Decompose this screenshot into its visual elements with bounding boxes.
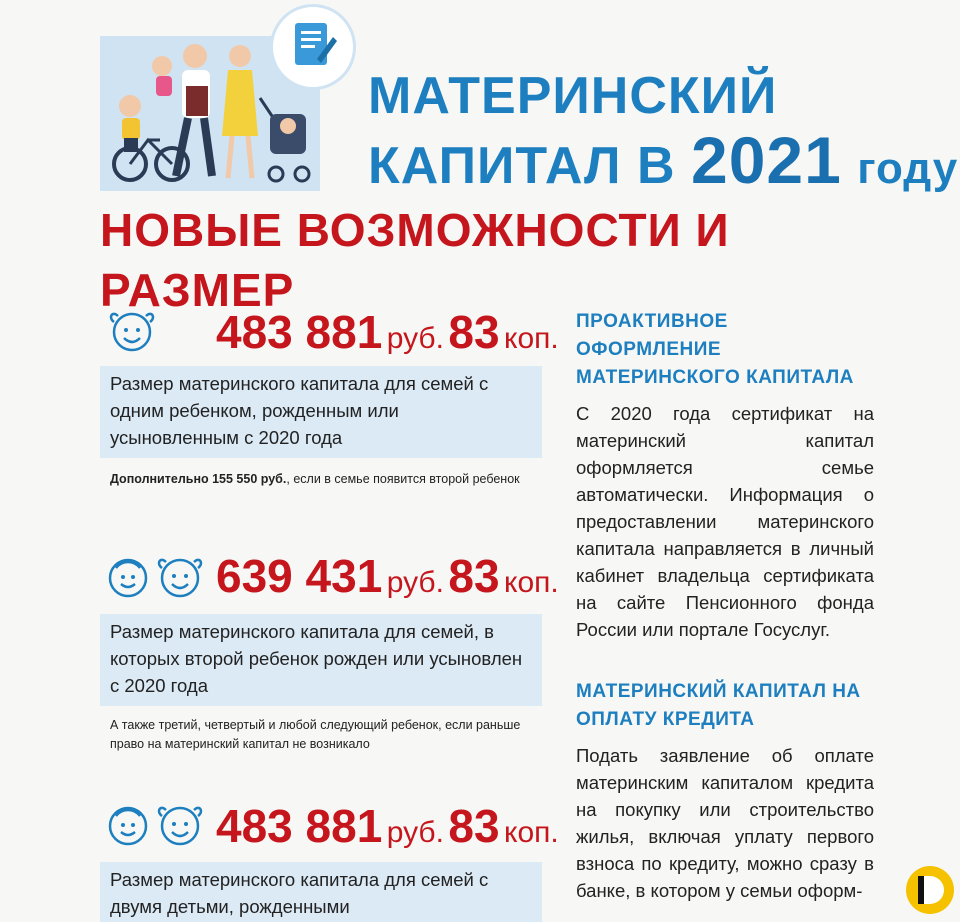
title-line-1: МАТЕРИНСКИЙ [368, 67, 778, 125]
amount-second-child [216, 546, 559, 606]
note [110, 470, 540, 489]
section-body-proactive: С 2020 года сертификат на материнский капитал оформляется семье автоматически. Информация о предоставлении материнского капитала направляется в личный кабинет владельца сертификата на сайте Пенсионного фонда России или портале Госуслуг. [576, 403, 874, 640]
section-body-credit: Подать заявление об оплате материнским капиталом кредита на покупку или строительство жилья, включая уплату первого взноса по кредиту, можно сразу в банке, в котором у семьи оформ- [576, 745, 874, 901]
description-box: Размер материнского капитала для семей, в которых второй ребенок рожден или усыновлен с 2020 года [100, 614, 542, 706]
amount-kop-unit: коп. [504, 322, 559, 355]
note: А также третий, четвертый и любой следующий ребенок, если раньше право на материнский капитал не возникало [110, 718, 521, 751]
document-icon [270, 4, 356, 90]
note-rest: , если в семье появится второй ребенок [286, 472, 520, 486]
description-box: Размер материнского капитала для семей с двумя детьми, рожденными [100, 862, 542, 922]
section-heading-proactive: ПРОАКТИВНОЕ ОФОРМЛЕНИЕ МАТЕРИНСКОГО КАПИТАЛА [576, 311, 854, 388]
amount-rub: 639 431 [216, 550, 383, 602]
amount-kop: 83 [448, 550, 500, 602]
title-year: 2021 [690, 123, 842, 197]
amount-one-child [216, 302, 559, 362]
amount-kop: 83 [448, 800, 500, 852]
amount-two-children [216, 796, 559, 856]
two-children-icon [104, 552, 208, 605]
subtitle: НОВЫЕ ВОЗМОЖНОСТИ И РАЗМЕР [100, 204, 730, 316]
amount-kop-unit: коп. [504, 816, 559, 849]
amount-rub-unit: руб. [386, 816, 444, 849]
amount-rub-unit: руб. [386, 322, 444, 355]
title-suffix: году [857, 144, 959, 193]
title-prefix: КАПИТАЛ В [368, 137, 676, 195]
description-box: Размер материнского капитала для семей с одним ребенком, рожденным или усыновленным с 2020 года [100, 366, 542, 458]
amount-kop-unit: коп. [504, 566, 559, 599]
amount-kop: 83 [448, 306, 500, 358]
section-heading-credit: МАТЕРИНСКИЙ КАПИТАЛ НА ОПЛАТУ КРЕДИТА [576, 681, 861, 730]
amount-rub: 483 881 [216, 306, 383, 358]
amount-rub-unit: руб. [386, 566, 444, 599]
title-line-2 [368, 123, 959, 199]
two-children-icon [104, 800, 208, 853]
child-face-icon [104, 306, 160, 359]
note-bold: Дополнительно 155 550 руб. [110, 472, 287, 486]
amount-rub: 483 881 [216, 800, 383, 852]
